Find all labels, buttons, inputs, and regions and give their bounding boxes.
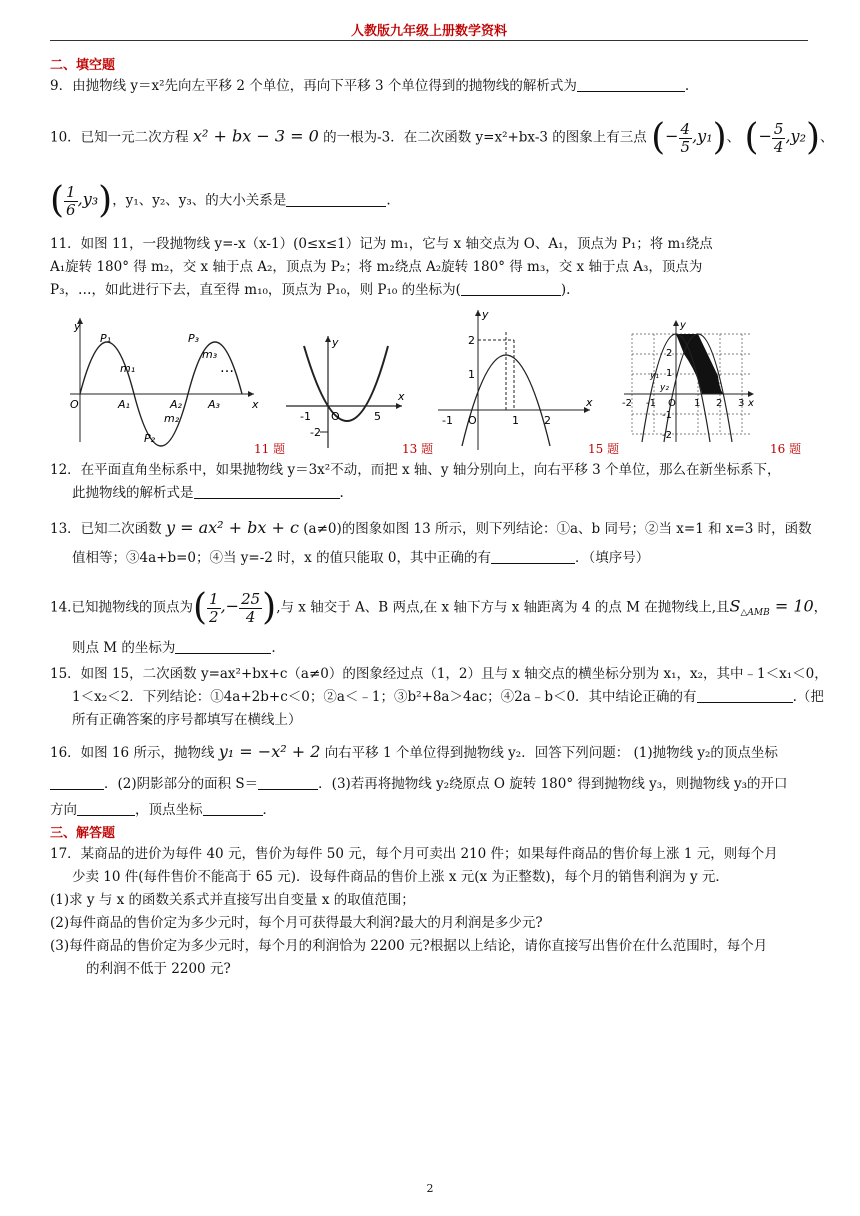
answer-blank[interactable] xyxy=(194,484,340,499)
svg-text:1: 1 xyxy=(468,368,475,381)
question-17-part1: (1)求 y 与 x 的函数关系式并直接写出自变量 x 的取值范围； xyxy=(50,892,415,908)
svg-text:-2: -2 xyxy=(310,426,321,439)
svg-text:y: y xyxy=(332,336,339,349)
question-11-line3: P₃，…，如此进行下去，直至得 m₁₀，顶点为 P₁₀，则 P₁₀ 的坐标为( ). xyxy=(50,282,571,298)
svg-text:-1: -1 xyxy=(442,414,453,427)
svg-text:O: O xyxy=(468,414,477,427)
svg-text:…: … xyxy=(220,360,234,376)
figure-11 xyxy=(62,312,262,452)
svg-text:2: 2 xyxy=(544,414,551,427)
question-17-line1: 17．某商品的进价为每件 40 元，售价为每件 50 元，每个月可卖出 210 件；如果每件商品的售价每上涨 1 元，则每个月 xyxy=(50,846,778,862)
caption-15: 15 题 xyxy=(588,442,620,456)
page-number: 2 xyxy=(426,1182,434,1195)
question-16-line3: 方向 ，顶点坐标 ． xyxy=(50,802,276,818)
svg-text:P₁: P₁ xyxy=(100,332,112,345)
fraction: $\frac{1}{2}$ xyxy=(209,589,219,626)
fraction: $\frac{25}{4}$ xyxy=(241,589,261,626)
question-15-line1: 15．如图 15，二次函数 y=ax²+bx+c（a≠0）的图象经过点（1，2）且与 x 轴交点的横坐标分别为 x₁，x₂，其中﹣1＜x₁＜0， xyxy=(50,666,828,682)
question-16-line2: ．(2)阴影部分的面积 S＝ ．(3)若再将抛物线 y₂绕原点 O 旋转 180° 得到抛物线 y₃，则抛物线 y₃的开口 xyxy=(50,774,788,794)
svg-text:y: y xyxy=(680,320,686,331)
equation: y₁ = −x² + 2 xyxy=(218,742,321,761)
svg-text:1: 1 xyxy=(694,398,701,409)
question-12-line2: 此抛物线的解析式是 . xyxy=(72,485,344,501)
svg-text:A₁: A₁ xyxy=(118,398,130,411)
answer-blank[interactable] xyxy=(258,775,318,790)
svg-text:2: 2 xyxy=(666,348,673,359)
caption-16: 16 题 xyxy=(770,442,802,456)
svg-text:-1: -1 xyxy=(646,398,656,409)
question-9: 9．由抛物线 y＝x²先向左平移 2 个单位，再向下平移 3 个单位得到的抛物线的解析式为 . xyxy=(50,78,690,94)
header-rule xyxy=(50,40,808,41)
svg-text:m₃: m₃ xyxy=(202,348,218,361)
question-17-part3: (3)每件商品的售价定为多少元时，每个月的利润恰为 2200 元?根据以上结论，请你直接写出售价在什么范围时，每个月 xyxy=(50,938,768,954)
fraction: $\frac{4}{5}$ xyxy=(680,119,691,156)
svg-text:y: y xyxy=(482,308,489,321)
section-fill-title: 二、填空题 xyxy=(50,58,116,73)
figure-15 xyxy=(432,306,596,452)
fraction: $\frac{5}{4}$ xyxy=(773,119,784,156)
svg-text:O: O xyxy=(70,398,79,411)
svg-text:A₃: A₃ xyxy=(208,398,220,411)
figure-13 xyxy=(282,332,408,452)
svg-text:O: O xyxy=(668,398,676,409)
question-17-part3-cont: 的利润不低于 2200 元? xyxy=(86,961,231,977)
question-14-line1: 14.已知抛物线的顶点为( $\frac{1}{2}$ ,− $\frac{25}{4}$ ),与 x 轴交于 A、B 两点,在 x 轴下方与 x 轴距离为 4 的点 M 在抛物线上,且$S_{\triangle AMB} = 10$， xyxy=(50,587,828,628)
caption-13: 13 题 xyxy=(402,442,434,456)
svg-text:3: 3 xyxy=(738,398,745,409)
answer-blank[interactable] xyxy=(175,639,271,654)
svg-text:x: x xyxy=(586,396,593,409)
question-14-line2: 则点 M 的坐标为 . xyxy=(72,640,276,656)
question-13-line2: 值相等；③4a+b=0；④当 y=-2 时，x 的值只能取 0，其中正确的有 ．（填序号） xyxy=(72,550,650,566)
svg-text:y: y xyxy=(74,320,81,333)
svg-text:y₁: y₁ xyxy=(650,371,659,381)
svg-text:A₂: A₂ xyxy=(170,398,182,411)
question-15-line2: 1＜x₂＜2．下列结论：①4a+2b+c＜0；②a＜﹣1；③b²+8a＞4ac；④2a﹣b＜0．其中结论正确的有 .（把 xyxy=(72,689,824,705)
question-15-line3: 所有正确答案的序号都填写在横线上） xyxy=(72,712,302,728)
equation: x² + bx − 3 = 0 xyxy=(192,126,319,146)
question-11-line2: A₁旋转 180° 得 m₂，交 x 轴于点 A₂，顶点为 P₂；将 m₂绕点 A₂旋转 180° 得 m₃，交 x 轴于点 A₃，顶点为 xyxy=(50,259,703,275)
answer-blank[interactable] xyxy=(491,549,575,564)
svg-text:2: 2 xyxy=(716,398,723,409)
svg-text:1: 1 xyxy=(512,414,519,427)
svg-text:2: 2 xyxy=(468,334,475,347)
answer-blank[interactable] xyxy=(77,801,135,816)
question-17-part2: (2)每件商品的售价定为多少元时，每个月可获得最大利润?最大的月利润是多少元? xyxy=(50,915,543,931)
question-10-line2: ( $\frac{1}{6}$ ,y₃)，y₁、y₂、y₃、的大小关系是 . xyxy=(50,180,391,221)
svg-text:-1: -1 xyxy=(662,410,672,421)
svg-text:1: 1 xyxy=(666,368,673,379)
answer-blank[interactable] xyxy=(461,281,561,296)
svg-text:5: 5 xyxy=(374,410,381,423)
answer-blank[interactable] xyxy=(577,77,685,92)
question-11-line1: 11．如图 11，一段抛物线 y=-x（x-1）(0≤x≤1）记为 m₁，它与 x 轴交点为 O、A₁，顶点为 P₁；将 m₁绕点 xyxy=(50,236,713,252)
svg-text:x: x xyxy=(398,390,405,403)
answer-blank[interactable] xyxy=(697,688,793,703)
svg-text:y₂: y₂ xyxy=(660,383,669,393)
section-solve-title: 三、解答题 xyxy=(50,826,116,841)
svg-text:-2: -2 xyxy=(622,398,632,409)
answer-blank[interactable] xyxy=(286,192,386,207)
equation: y = ax² + bx + c xyxy=(165,518,299,537)
svg-text:-2: -2 xyxy=(662,430,672,441)
fraction: $\frac{1}{6}$ xyxy=(66,182,76,219)
svg-text:m₂: m₂ xyxy=(164,412,180,425)
svg-text:m₁: m₁ xyxy=(120,362,136,375)
svg-text:O: O xyxy=(331,410,340,423)
page-header: 人教版九年级上册数学资料 xyxy=(350,24,507,39)
svg-text:P₂: P₂ xyxy=(144,432,156,445)
svg-text:P₃: P₃ xyxy=(188,332,200,345)
caption-11: 11 题 xyxy=(254,442,286,456)
figure-16 xyxy=(620,316,756,446)
question-13-line1: 13．已知二次函数 y = ax² + bx + c (a≠0)的图象如图 13 所示，则下列结论：①a、b 同号；②当 x=1 和 x=3 时，函数 xyxy=(50,518,812,537)
question-10-line1: 10．已知一元二次方程 x² + bx − 3 = 0 的一根为-3．在二次函数 y=x²+bx-3 的图象上有三点 (− $\frac{4}{5}$ ,y₁)、 (− $\frac{5}{4}$ ,y₂)、 xyxy=(50,117,834,158)
answer-blank[interactable] xyxy=(203,801,263,816)
question-12-line1: 12．在平面直角坐标系中，如果抛物线 y＝3x²不动，而把 x 轴、y 轴分别向上，向右平移 3 个单位，那么在新坐标系下， xyxy=(50,462,781,478)
svg-text:x: x xyxy=(748,398,754,409)
question-17-line2: 少卖 10 件(每件售价不能高于 65 元)．设每件商品的售价上涨 x 元(x 为正整数)，每个月的销售利润为 y 元． xyxy=(72,869,729,885)
svg-text:-1: -1 xyxy=(300,410,311,423)
svg-text:x: x xyxy=(252,398,259,411)
question-16-line1: 16．如图 16 所示，抛物线 y₁ = −x² + 2 向右平移 1 个单位得到抛物线 y₂．回答下列问题： (1)抛物线 y₂的顶点坐标 xyxy=(50,742,778,761)
answer-blank[interactable] xyxy=(50,775,104,790)
